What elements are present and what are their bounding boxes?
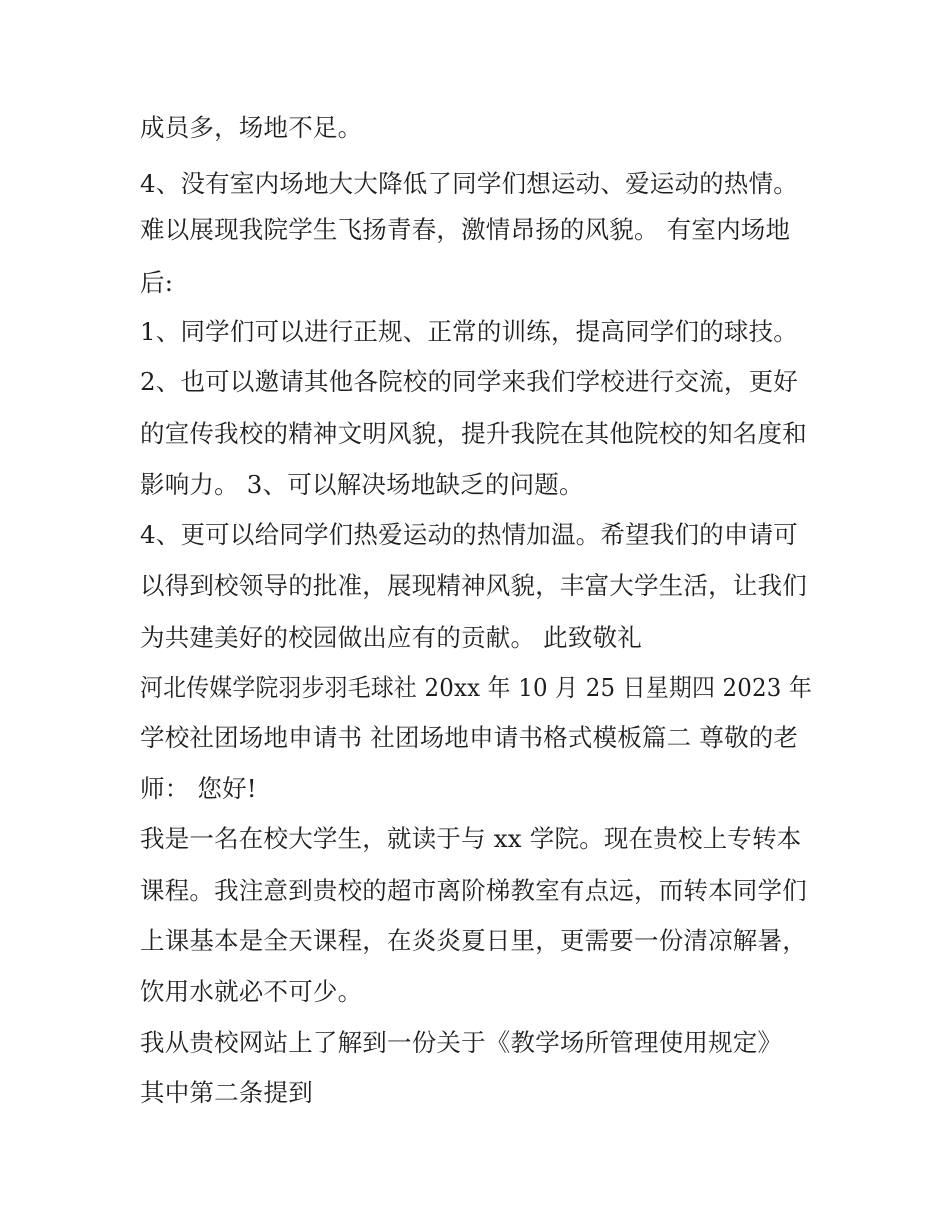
text-line: 难以展现我院学生飞扬青春，激情昂扬的风貌。 有室内场地: [140, 215, 791, 244]
text-line: 饮用水就必不可少。: [140, 977, 363, 1006]
text-line: 影响力。 3、可以解决场地缺乏的问题。: [140, 470, 584, 499]
text-line: 以得到校领导的批准，展现精神风貌，丰富大学生活，让我们: [140, 571, 807, 600]
text-line: 2、也可以邀请其他各院校的同学来我们学校进行交流，更好: [140, 367, 798, 396]
text-line: 师： 您好!: [140, 774, 257, 803]
text-line: 成员多，场地不足。: [140, 113, 363, 142]
text-line: 我是一名在校大学生，就读于与 xx 学院。现在贵校上专转本: [140, 824, 802, 853]
text-line: 我从贵校网站上了解到一份关于《教学场所管理使用规定》: [140, 1028, 783, 1057]
text-line: 的宣传我校的精神文明风貌，提升我院在其他院校的知名度和: [140, 419, 807, 448]
text-line: 4、没有室内场地大大降低了同学们想运动、爱运动的热情。: [140, 169, 798, 198]
text-line: 4、更可以给同学们热爱运动的热情加温。希望我们的申请可: [140, 520, 798, 549]
text-line: 课程。我注意到贵校的超市离阶梯教室有点远，而转本同学们: [140, 876, 807, 905]
text-line: 1、同学们可以进行正规、正常的训练，提高同学们的球技。: [140, 317, 798, 346]
text-line: 河北传媒学院羽步羽毛球社 20xx 年 10 月 25 日星期四 2023 年: [140, 673, 813, 702]
text-line: 其中第二条提到: [140, 1078, 313, 1107]
text-line: 为共建美好的校园做出应有的贡献。 此致敬礼: [140, 623, 642, 652]
text-line: 学校社团场地申请书 社团场地申请书格式模板篇二 尊敬的老: [140, 723, 799, 752]
text-line: 后:: [140, 268, 174, 297]
text-line: 上课基本是全天课程，在炎炎夏日里，更需要一份清凉解暑，: [140, 926, 807, 955]
